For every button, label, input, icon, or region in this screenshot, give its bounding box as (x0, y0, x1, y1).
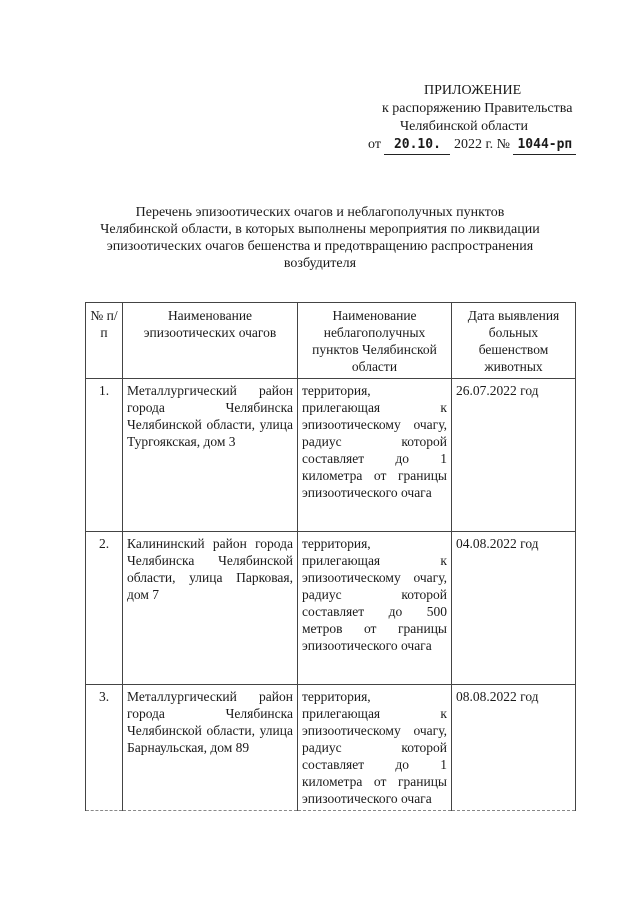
table-row (86, 685, 576, 811)
appendix-decree-line: к распоряжению Правительства (382, 101, 573, 116)
row-date: 04.08.2022 год (452, 532, 576, 685)
appendix-block (360, 82, 600, 155)
row-num: 2. (86, 532, 123, 685)
row-area: территория, прилегающая к эпизоотическому очагу, радиус которой составляет до 1 километра от границы эпизоотического очага (298, 685, 452, 811)
appendix-date-handwritten: 20.10. (384, 136, 450, 155)
appendix-from-label: от (368, 137, 381, 152)
row-num: 1. (86, 379, 123, 532)
document-title: Перечень эпизоотических очагов и неблагополучных пунктов Челябинской области, в которых выполнены мероприятия по ликвидации эпизоотических очагов бешенства и предотвращению распространения возбудителя (100, 205, 540, 271)
table-row (86, 379, 576, 532)
row-area: территория, прилегающая к эпизоотическому очагу, радиус которой составляет до 500 метров от границы эпизоотического очага (298, 532, 452, 685)
header-area: Наименование неблагополучных пунктов Челябинской области (298, 303, 452, 379)
row-num: 3. (86, 685, 123, 811)
table-row (86, 532, 576, 685)
header-focus: Наименование эпизоотических очагов (123, 303, 298, 379)
row-focus: Металлургический район города Челябинска Челябинской области, улица Барнаульская, дом 89 (123, 685, 298, 811)
row-focus: Металлургический район города Челябинска Челябинской области, улица Тургоякская, дом 3 (123, 379, 298, 532)
row-focus: Калининский район города Челябинска Челябинской области, улица Парковая, дом 7 (123, 532, 298, 685)
table-header-row (86, 303, 576, 379)
row-date: 26.07.2022 год (452, 379, 576, 532)
foci-table (85, 302, 576, 811)
header-date: Дата выявления больных бешенством животных (452, 303, 576, 379)
row-area: территория, прилегающая к эпизоотическому очагу, радиус которой составляет до 1 километра от границы эпизоотического очага (298, 379, 452, 532)
appendix-year-number-label: 2022 г. № (453, 137, 510, 152)
appendix-number-handwritten: 1044-рп (513, 136, 576, 155)
appendix-date-number-line (368, 136, 600, 155)
appendix-region-line: Челябинской области (400, 119, 528, 134)
appendix-heading: ПРИЛОЖЕНИЕ (424, 83, 522, 98)
header-num: № п/п (86, 303, 123, 379)
row-date: 08.08.2022 год (452, 685, 576, 811)
